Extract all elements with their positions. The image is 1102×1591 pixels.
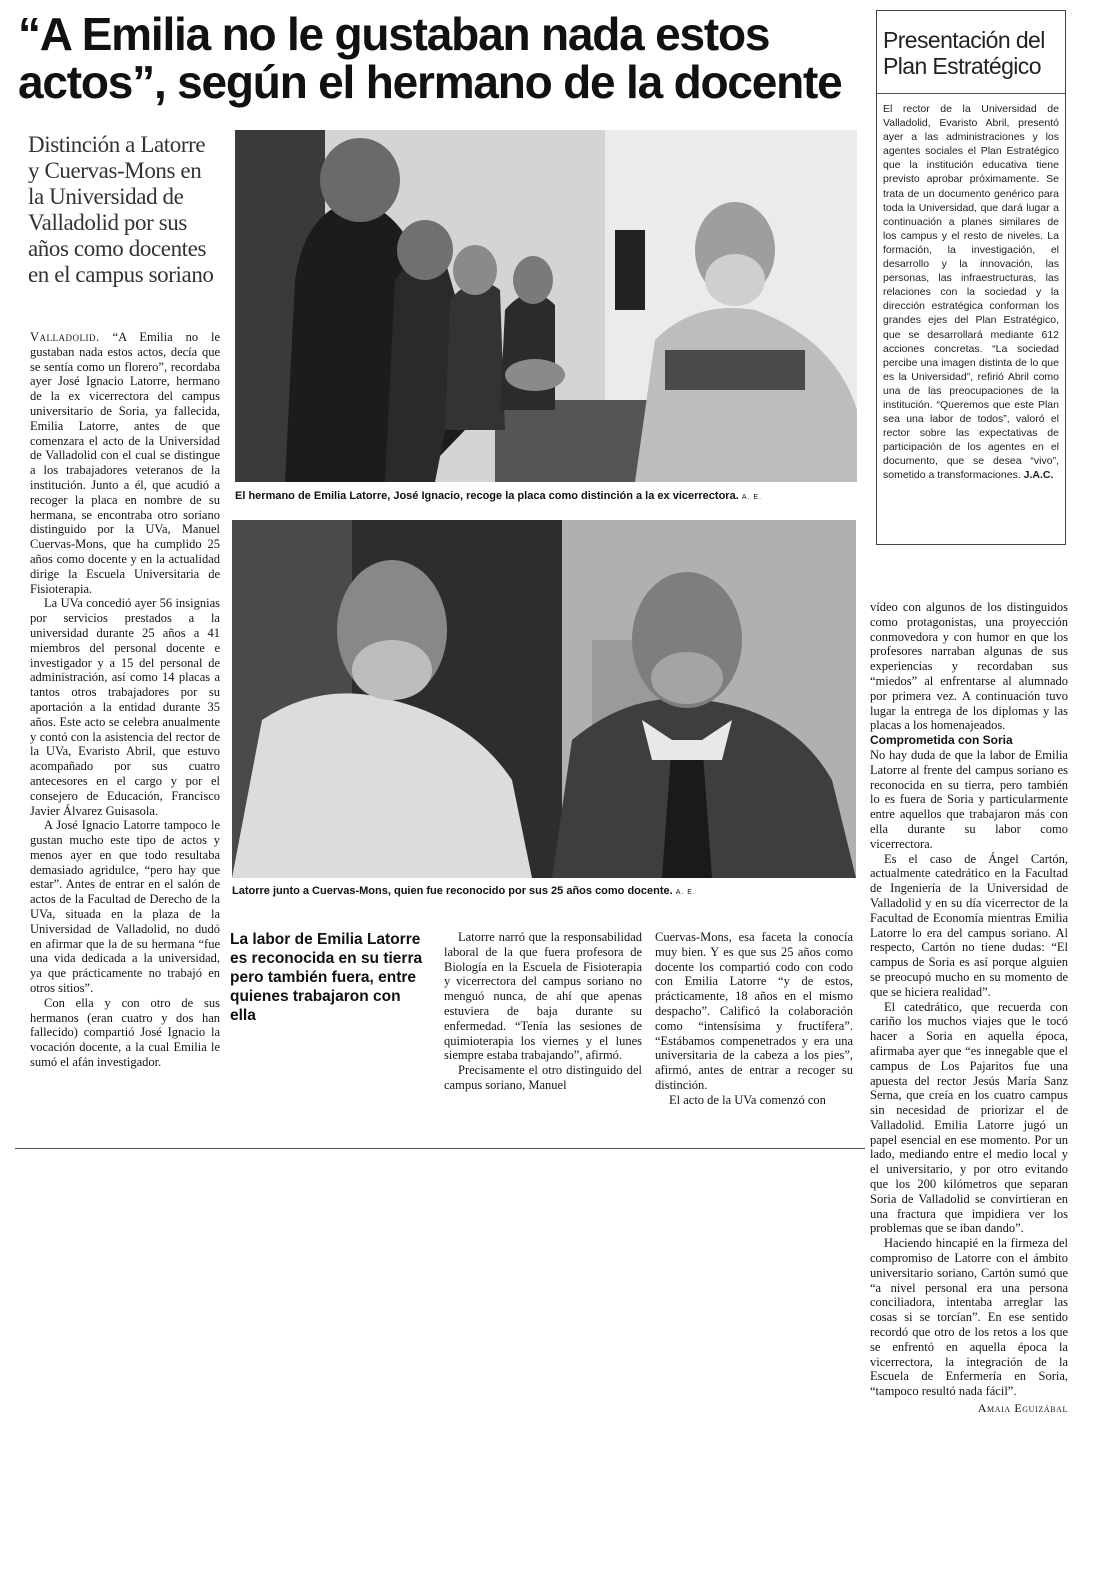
subhead-line: años como docentes bbox=[28, 236, 207, 261]
subheadline bbox=[28, 132, 238, 288]
photo-caption-bottom bbox=[232, 884, 696, 900]
paragraph: Con ella y con otro de sus hermanos (eran cuatro y dos han fallecido) compartió José Ignacio la vocación docente, a la cual Emilia le sumó el afán investigador. bbox=[30, 995, 220, 1070]
headline bbox=[18, 10, 868, 106]
headline-line-2: actos”, según el hermano de la docente bbox=[18, 56, 842, 108]
photo-portraits-image bbox=[232, 520, 856, 878]
sidebar-body bbox=[883, 102, 1059, 483]
dateline: Valladolid. bbox=[30, 330, 100, 344]
sidebar-title bbox=[883, 27, 1059, 79]
paragraph bbox=[30, 330, 220, 596]
paragraph: A José Ignacio Latorre tampoco le gustan mucho este tipo de actos y menos ayer en que todo resultaba demasiado agridulce, “pero hay que estar”. Antes de entrar en el salón de actos de la Facultad de Derecho de la UVa, situada en la plaza de la Universidad de Valladolid, no dudó en afirmar que la de su hermana “fue una vida dedicada a la universidad, ya que prácticamente no trabajó en otros sitios”. bbox=[30, 818, 220, 996]
photo-caption-top bbox=[235, 489, 762, 505]
photo-caption-top-text: El hermano de Emilia Latorre, José Ignacio, recoge la placa como distinción a la ex vicerrectora. bbox=[235, 490, 739, 502]
photo-credit-bottom: A. E. bbox=[675, 889, 696, 896]
paragraph: No hay duda de que la labor de Emilia Latorre al frente del campus soriano es reconocida en su tierra, pero también lo es fuera de Soria y particularmente entre aquellos que trabajaron más con ella durante su labor como vicerrectora. bbox=[870, 747, 1068, 851]
headline-line-1: “A Emilia no le gustaban nada estos bbox=[18, 8, 770, 60]
subhead-line: Valladolid por sus bbox=[28, 210, 187, 235]
article-column-4 bbox=[655, 930, 853, 1108]
article-column-5 bbox=[870, 600, 1068, 1416]
subhead-line: la Universidad de bbox=[28, 184, 184, 209]
subhead-line: y Cuervas-Mons en bbox=[28, 158, 202, 183]
sidebar-title-line-1: Presentación del bbox=[883, 27, 1045, 53]
photo-caption-bottom-text: Latorre junto a Cuervas-Mons, quien fue reconocido por sus 25 años como docente. bbox=[232, 885, 673, 897]
article-column-1 bbox=[30, 330, 220, 1070]
paragraph: El acto de la UVa comenzó con bbox=[669, 1092, 826, 1107]
section-subtitle: Comprometida con Soria bbox=[870, 733, 1013, 748]
photo-portraits bbox=[232, 520, 856, 878]
photo-award-ceremony bbox=[235, 130, 857, 482]
paragraph: Latorre narró que la responsabilidad laboral de la que fuera profesora de Biología en la Escuela de Fisioterapia y vicerrectora del campus soriano no menguó nunca, de ahí que apenas estuviera de baja durante su enfermedad. “Tenía las sesiones de quimioterapia los viernes y el lunes siempre estaba trabajando”, afirmó. bbox=[444, 930, 642, 1063]
paragraph: Es el caso de Ángel Cartón, actualmente catedrático en la Facultad de Ingeniería de la Universidad de Valladolid y en su día vicerrector de la Facultad de Economía mientras Emilia Latorre lo era del campus soriano. Al respecto, Cartón no tiene dudas: “El campus de Soria es así porque alguien se preocupó mucho en su momento de que se hiciera realidad”. bbox=[870, 851, 1068, 999]
photo-award-image bbox=[235, 130, 857, 482]
pull-quote: La labor de Emilia Latorre es reconocida en su tierra pero también fuera, entre quienes trabajaron con ella bbox=[230, 931, 423, 1024]
sidebar-title-line-2: Plan Estratégico bbox=[883, 53, 1041, 79]
paragraph: Cuervas-Mons, esa faceta la conocía muy bien. Y es que sus 25 años como docente los compartió codo con codo con Emilia Latorre “y de estos, prácticamente, 18 años en el mismo despacho”. Calificó la colaboración como “intensísima y fructífera”. “Estábamos compenetrados y era una universitaria de la cabeza a los pies”, afirmó, antes de entrar a recoger su distinción. bbox=[655, 930, 853, 1092]
paragraph-text: “A Emilia no le gustaban nada estos actos, decía que se sentía como un florero”, recordaba ayer José Ignacio Latorre, hermano de la ex vicerrectora del campus universitario de Soria, ya fallecida, Emilia Latorre, antes de que comenzara el acto de la Universidad de Valladolid con el cual se distingue a los trabajadores veteranos de la institución. Junto a él, que acudió a recoger la placa en nombre de su hermana, se encontraba otro soriano distinguido por la UVa, Manuel Cuervas-Mons, que ha cumplido 25 años como docente y en la actualidad dirige la Escuela Universitaria de Fisioterapia. bbox=[30, 330, 220, 596]
sidebar-divider bbox=[877, 93, 1065, 94]
subhead-line: en el campus soriano bbox=[28, 262, 214, 287]
subhead-line: Distinción a Latorre bbox=[28, 132, 206, 157]
paragraph: vídeo con algunos de los distinguidos como protagonistas, una proyección conmovedora y con humor en que los profesores narraban algunas de sus experiencias y recordaban sus “miedos” al enfrentarse al alumnado por primera vez. A continuación tuvo lugar la entrega de los diplomas y las placas a los homenajeados. bbox=[870, 600, 1068, 733]
byline: Amaia Eguizábal bbox=[977, 1401, 1068, 1416]
sidebar-signature: J.A.C. bbox=[1023, 469, 1054, 482]
sidebar-text: El rector de la Universidad de Valladolid, Evaristo Abril, presentó ayer a las administraciones y los agentes sociales el Plan Estratégico que la institución educativa tiene previsto aprobar próximamente. Se trata de un documento genérico para toda la Universidad, que dará lugar a continuación a planes similares de los campus y el resto de niveles. La formación, la investigación, el desarrollo y la innovación, las personas, las infraestructuras, las relaciones con la sociedad y la dirección estratégica conforman los grandes ejes del Plan Estratégico, que se desarrollará mediante 612 acciones concretas. “La sociedad percibe una imagen distinta de lo que es la Universidad”, refirió Abril como una de las preocupaciones de la institución. “Queremos que este Plan sea una labor de todos”, valoró el rector sobre las expectativas de participación de los agentes en el documento, que se desea “vivo”, sometido a transformaciones. bbox=[883, 103, 1059, 482]
photo-credit-top: A. E. bbox=[741, 494, 762, 501]
bottom-divider bbox=[15, 1148, 865, 1149]
paragraph: El catedrático, que recuerda con cariño los muchos viajes que le tocó hacer a Soria en aquella época, afirmaba ayer que “es innegable que el campus de Los Pajaritos fue una apuesta del rector Jesús María Sanz Serna, que creía en los cuatro campus sin necesidad de priorizar el de Valladolid. Emilia Latorre jugó un papel esencial en ese momento. Por un lado, mediando entre el medio local y el universitario, y por otro evitando que los 200 kilómetros que separan Soria de Valladolid se convirtieran en una fractura que impidiera ver los problemas que se iban dando”. bbox=[870, 999, 1068, 1236]
sidebar-box bbox=[876, 10, 1066, 545]
paragraph: Precisamente el otro distinguido del campus soriano, Manuel bbox=[444, 1063, 642, 1092]
article-column-3 bbox=[444, 930, 642, 1093]
paragraph: Haciendo hincapié en la firmeza del compromiso de Latorre con el ámbito universitario soriano, Cartón sumó que “a nivel personal era una persona conciliadora, intentaba arreglar las cosas si se torcían”. En ese sentido recordó que otro de los retos a los que se enfrentó en aquella época la vicerrectora, la integración de la Escuela de Enfermería en Soria, “tampoco resultó nada fácil”. bbox=[870, 1236, 1068, 1399]
paragraph: La UVa concedió ayer 56 insignias por servicios prestados a la universidad durante 25 años a 41 miembros del personal docente e investigador y a 15 del personal de administración, así como 14 placas a tantos otros trabajadores por su aportación a la entidad durante 35 años. Este acto se celebra anualmente y contó con la asistencia del rector de la UVa, Evaristo Abril, que estuvo acompañado por sus cuatro antecesores en el cargo y por el consejero de Educación, Francisco Javier Álvarez Guisasola. bbox=[30, 596, 220, 818]
